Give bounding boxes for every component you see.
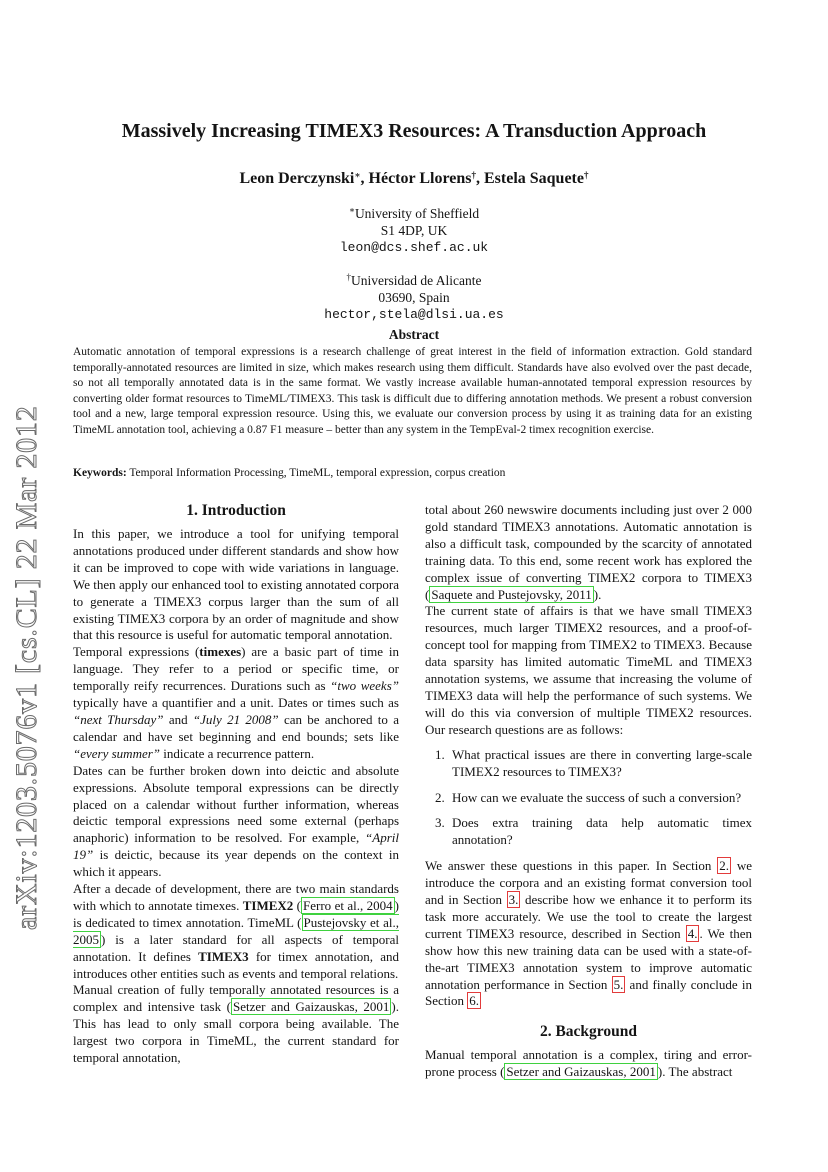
section-heading-introduction: 1. Introduction [186, 502, 286, 519]
paragraph: Manual temporal annotation is a complex, tiring and error-prone process ( Setzer and Gaizauskas, 2001 ). The abstract [425, 1047, 752, 1080]
keywords-label: Keywords: [73, 467, 127, 479]
paragraph: Temporal expressions (timexes) are a basic part of time in language. They refer to a period or specific time, or temporally reify recurrences. Durations such as “two weeks” typically have a quantifier and a unit. Dates or times such as “next Thursday” and “July 21 2008” can be anchored to a calendar and have set beginning and end bounds; sets like “every summer” indicate a recurrence pattern. [73, 644, 399, 761]
affiliation-block [0, 205, 828, 256]
citation-link[interactable]: Setzer and Gaizauskas, 2001 [233, 999, 390, 1015]
citation-link[interactable]: Ferro et al., 2004 [303, 897, 393, 913]
affiliation-name: University of Sheffield [354, 206, 480, 221]
section-reference-link[interactable]: 6. [469, 993, 479, 1009]
paper-title: Massively Increasing TIMEX3 Resources: A Transduction Approach [121, 120, 707, 142]
paragraph: We answer these questions in this paper. In Section 2. we introduce the corpora and an existing format conversion tool and in Section 3. describe how we enhance it to perform its task more accurately. We use the tool to create the largest current TIMEX3 resource, described in Section 4. . We then show how this new training data can be used with a state-of-the-art TIMEX3 annotation system to improve automatic annotation performance in Section 5. and finally conclude in Section 6. [425, 858, 752, 1009]
section-reference-link[interactable]: 2. [719, 858, 729, 874]
section-reference-link[interactable]: 5. [613, 976, 624, 992]
author-list [0, 170, 828, 188]
paragraph: After a decade of development, there are two main standards with which to annotate timexes. TIMEX2 ( Ferro et al., 2004 ) is dedicated to timex annotation. TimeML ( Pustejovsky et al., 2005 ) is a later standard for all aspects of temporal annotation. It defines TIMEX3 for timex annotation, and introduces other entities such as events and temporal relations. [73, 881, 399, 981]
research-questions-list [425, 747, 752, 850]
affiliation-address: S1 4DP, UK [380, 223, 448, 238]
paragraph: Dates can be further broken down into deictic and absolute expressions. Absolute temporal expressions can be directly placed on a calendar without further information, whereas deictic temporal expressions need some external (perhaps anaphoric) information to be resolved. For example, “April 19” is deictic, because its year depends on the context in which it appears. [73, 762, 399, 880]
affiliation-name: Universidad de Alicante [351, 273, 482, 288]
list-item: 1. What practical issues are there in converting large-scale TIMEX2 resources to TIMEX3? [435, 746, 752, 779]
list-item: 3. Does extra training data help automatic timex annotation? [435, 815, 752, 848]
author-name: Leon Derczynski [239, 170, 355, 187]
arxiv-identifier-stamp: arXiv:1203.5076v1 [cs.CL] 22 Mar 2012 [10, 405, 43, 930]
affiliation-email: leon@dcs.shef.ac.uk [339, 240, 489, 255]
citation-link[interactable]: Saquete and Pustejovsky, 2011 [431, 586, 592, 602]
list-item: 2. How can we evaluate the success of such a conversion? [435, 789, 742, 805]
abstract-heading: Abstract [388, 327, 440, 342]
affiliation-mark: ∗ [348, 205, 355, 215]
affiliation-address: 03690, Spain [378, 290, 450, 305]
author-name: Héctor Llorens [368, 170, 472, 187]
affiliation-email: hector,stela@dlsi.ua.es [324, 307, 504, 322]
author-separator: , [475, 170, 484, 187]
paragraph: total about 260 newswire documents including just over 2 000 gold standard TIMEX3 annotations. Automatic annotation is also a difficult task, compounded by the scarcity of annotated training data. To this end, some recent work has explored the complex issue of converting TIMEX2 corpora to TIMEX3 ( Saquete and Pustejovsky, 2011 ). [425, 502, 752, 602]
section-reference-link[interactable]: 4. [687, 925, 698, 941]
author-name: Estela Saquete [483, 170, 584, 187]
abstract-text: Automatic annotation of temporal expressions is a research challenge of great interest in the field of information extraction. Gold standard temporally-annotated resources are limited in size, which makes research using them difficult. Standards have also evolved over the past decade, so not all temporally annotated data is in the same format. We vastly increase available human-annotated temporal expression resources by converting older format resources to TimeML/TIMEX3. This task is difficult due to differing annotation methods. We present a robust conversion tool and a new, large temporal expression resource. Using this, we evaluate our conversion process by using it as training data for an existing TimeML annotation tool, achieving a 0.87 F1 measure – better than any system in the TempEval-2 timex recognition exercise. [73, 346, 752, 436]
affiliation-block [0, 272, 828, 323]
left-column [73, 500, 399, 1067]
author-separator: , [360, 170, 369, 187]
citation-link[interactable]: Setzer and Gaizauskas, 2001 [506, 1064, 656, 1080]
affiliation-mark: † [471, 170, 476, 180]
paragraph: The current state of affairs is that we have small TIMEX3 resources, much larger TIMEX2 resources, and a proof-of-concept tool for mapping from TIMEX2 to TIMEX3. Because data sparsity has limited automatic TimeML and TIMEX3 annotation systems, we assume that increasing the volume of TIMEX3 data will help the performance of such systems. We will do this via conversion of multiple TIMEX2 resources. Our research questions are as follows: [425, 603, 752, 737]
section-reference-link[interactable]: 3. [508, 892, 519, 908]
right-column [425, 502, 752, 1081]
keywords-text: Temporal Information Processing, TimeML, temporal expression, corpus creation [126, 467, 506, 479]
affiliation-mark: † [346, 272, 352, 282]
affiliation-mark: ∗ [354, 170, 361, 180]
keywords [73, 466, 752, 482]
paragraph: In this paper, we introduce a tool for unifying temporal annotations produced under different standards and show how it can be improved to cope with wide variations in language. We then apply our enhanced tool to existing annotated corpora to generate a TIMEX3 corpus larger than the sum of all existing TIMEX3 corpora by an order of magnitude and show that this resource is useful for automatic temporal annotation. [73, 526, 399, 643]
citation-link[interactable]: Pustejovsky et al., 2005 [73, 914, 399, 947]
paragraph: Manual creation of fully temporally annotated resources is a complex and intensive task ( Setzer and Gaizauskas, 2001 ). This has lead to only small corpora being available. The largest two corpora in TimeML, the current standard for temporal annotation, [73, 982, 399, 1066]
section-heading-background: 2. Background [539, 1023, 638, 1041]
affiliation-mark: † [583, 170, 589, 180]
